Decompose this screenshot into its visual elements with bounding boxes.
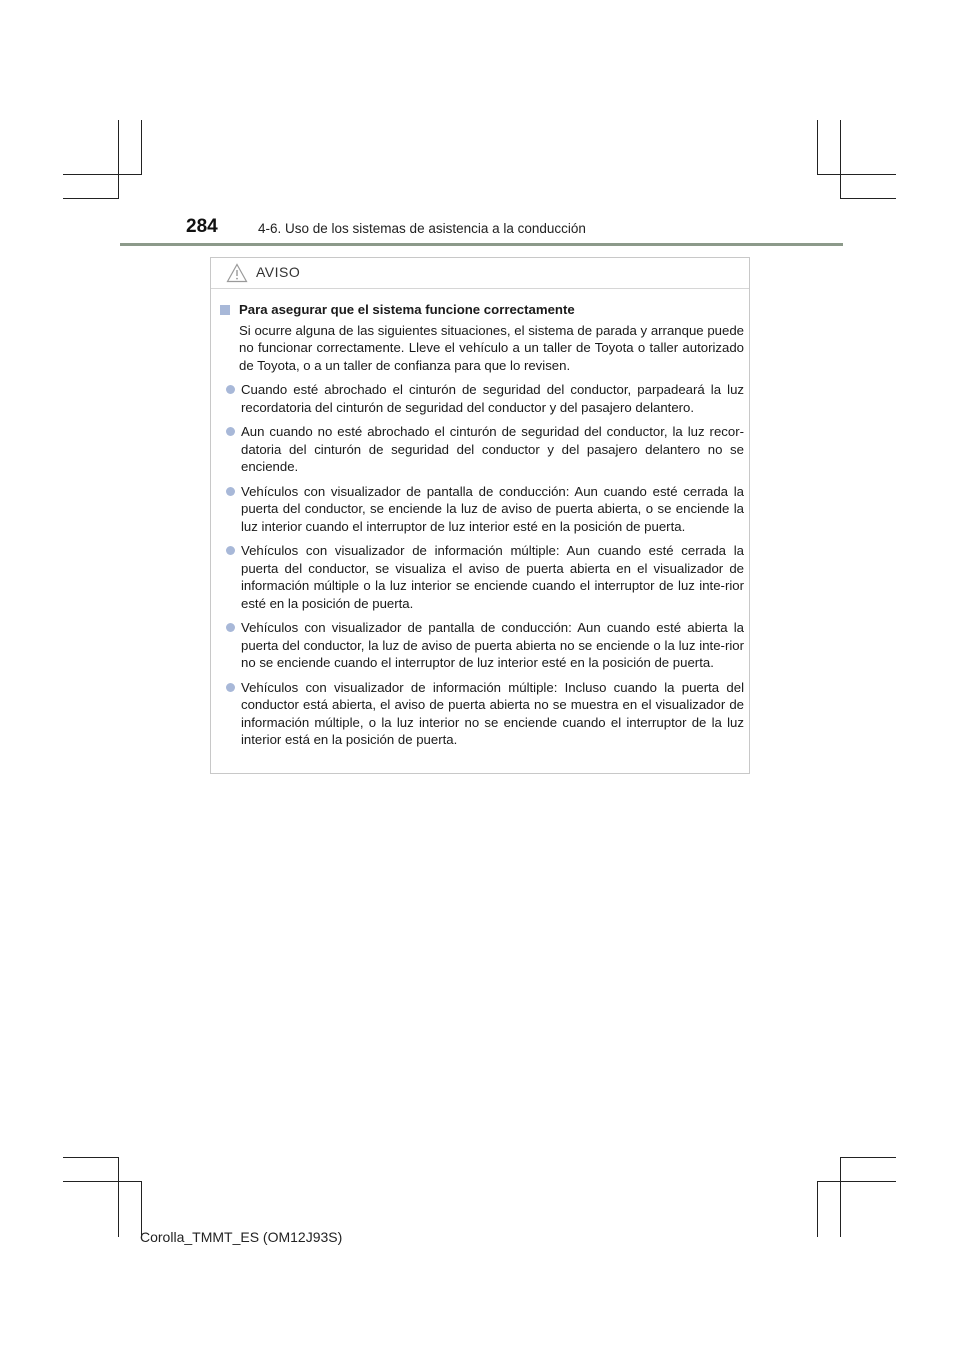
crop-mark <box>817 1181 896 1182</box>
subheading-text: Para asegurar que el sistema funcione correctamente <box>239 302 575 317</box>
crop-mark <box>63 174 142 175</box>
warning-subheading <box>219 301 744 319</box>
bullet-icon <box>226 427 235 436</box>
bullet-icon <box>226 385 235 394</box>
crop-mark <box>840 198 896 199</box>
bullet-icon <box>226 487 235 496</box>
list-item-text: Vehículos con visualizador de pantalla de conducción: Aun cuando esté cerrada la puerta del conductor, se enciende la luz de aviso de puerta abierta, o se enciende la luz interior cuando el interruptor de luz interior esté en la posición de puerta. <box>241 483 744 534</box>
bullet-icon <box>226 683 235 692</box>
crop-mark <box>840 1157 841 1237</box>
list-item-text: Aun cuando no esté abrochado el cinturón de seguridad del conductor, la luz recor-datoria del cinturón de seguridad del conductor y del pasajero delantero no se enciende. <box>241 424 744 474</box>
section-title: 4-6. Uso de los sistemas de asistencia a la conducción <box>258 221 586 236</box>
warning-intro: Si ocurre alguna de las siguientes situaciones, el sistema de parada y arranque puede no funcionar correctamente. Lleve el vehículo a un taller de Toyota o taller autorizado de Toyota, o a un taller de confianza para que lo revisen. <box>239 322 744 373</box>
crop-mark <box>63 1181 142 1182</box>
square-bullet-icon <box>220 305 230 315</box>
crop-mark <box>118 1157 119 1237</box>
crop-mark <box>817 174 896 175</box>
crop-mark <box>817 120 818 175</box>
bullet-icon <box>226 623 235 632</box>
warning-header <box>211 258 749 289</box>
warning-triangle-icon <box>226 263 248 283</box>
list-item-text: Vehículos con visualizador de pantalla de conducción: Aun cuando esté abierta la puerta del conductor, la luz de aviso de puerta abierta no se enciende o la luz inte-rior no se enciende cuando el interruptor de luz interior esté en la posición de puerta. <box>241 620 744 670</box>
header-divider <box>120 243 843 246</box>
crop-mark <box>817 1181 818 1237</box>
list-item-text: Vehículos con visualizador de información múltiple: Incluso cuando la puerta del conductor está abierta, el aviso de puerta abierta no se muestra en el visualizador de información múltiple, o la luz interior no se enciende cuando el interruptor de la luz interior está en la posición de puerta. <box>241 679 744 747</box>
crop-mark <box>840 1157 896 1158</box>
list-item <box>219 619 744 672</box>
list-item <box>219 381 744 416</box>
bullet-icon <box>226 546 235 555</box>
warning-label: AVISO <box>256 264 301 280</box>
warning-box <box>210 257 750 774</box>
list-item <box>219 542 744 612</box>
list-item <box>219 483 744 536</box>
page-number: 284 <box>186 216 218 237</box>
crop-mark <box>63 1157 119 1158</box>
document-footer: Corolla_TMMT_ES (OM12J93S) <box>140 1229 343 1245</box>
list-item <box>219 423 744 476</box>
warning-content <box>219 301 744 756</box>
crop-mark <box>840 120 841 199</box>
list-item-text: Cuando esté abrochado el cinturón de seguridad del conductor, parpadeará la luz recordatoria del cinturón de seguridad del conductor y del pasajero delantero. <box>241 382 744 415</box>
crop-mark <box>63 198 119 199</box>
list-item-text: Vehículos con visualizador de información múltiple: Aun cuando esté cerrada la puerta del conductor, se visualiza el aviso de puerta abierta en el visualizador de información múltiple o la luz interior se enciende cuando el interruptor de luz inte-rior esté en la posición de puerta. <box>241 543 744 611</box>
crop-mark <box>118 120 119 199</box>
crop-mark <box>141 120 142 175</box>
list-item <box>219 679 744 749</box>
